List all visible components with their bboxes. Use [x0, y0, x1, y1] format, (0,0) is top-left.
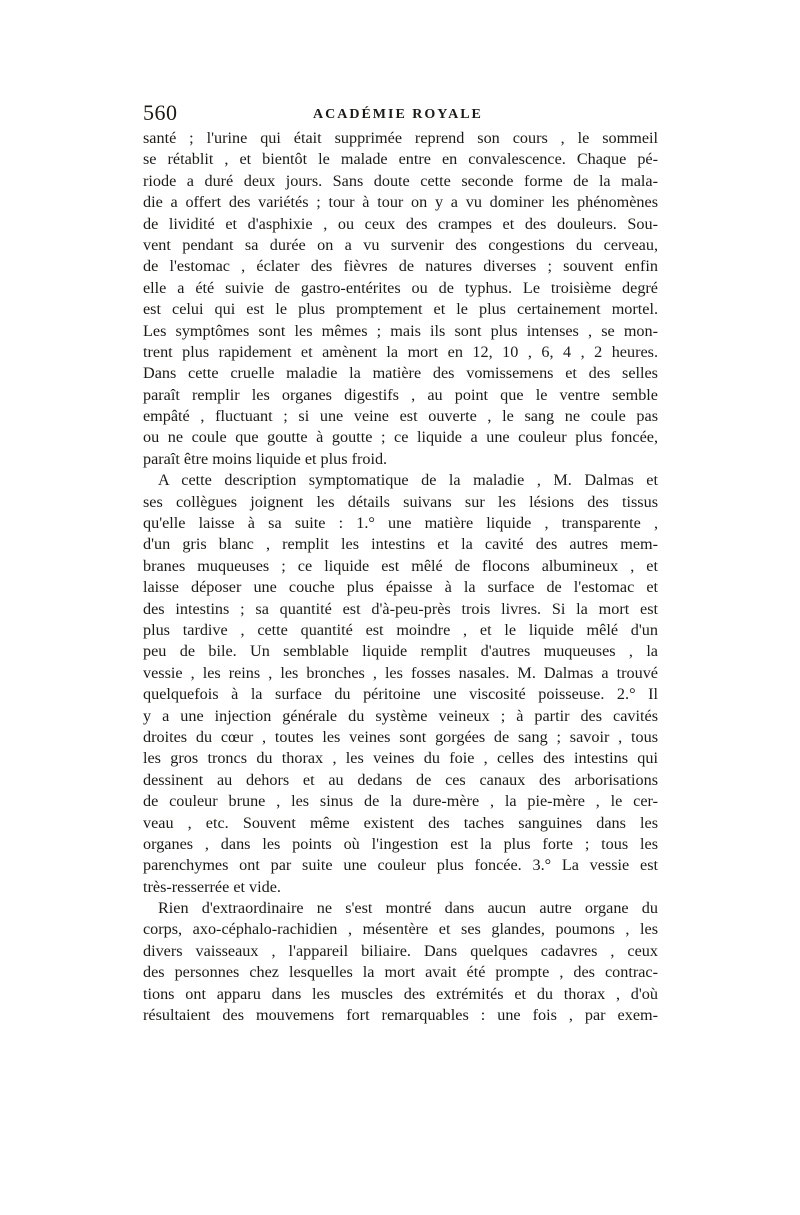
- text-line: des personnes chez lesquelles la mort avait été prompte , des contrac-: [143, 963, 658, 982]
- text-line: des intestins ; sa quantité est d'à-peu-près trois livres. Si la mort est: [143, 599, 658, 618]
- text-line: tions ont apparu dans les muscles des extrémités et du thorax , d'où: [143, 984, 658, 1003]
- text-line: les gros troncs du thorax , les veines du foie , celles des intestins qui: [143, 749, 658, 768]
- text-line: dessinent au dehors et au dedans de ces canaux des arborisations: [143, 770, 658, 789]
- paragraph-end-line: paraît être moins liquide et plus froid.: [143, 449, 388, 468]
- text-line: corps, axo-céphalo-rachidien , mésentère et ses glandes, poumons , les: [143, 920, 658, 939]
- text-line: parenchymes ont par suite une couleur plus foncée. 3.° La vessie est: [143, 856, 658, 875]
- text-line: trent plus rapidement et amènent la mort en 12, 10 , 6, 4 , 2 heures.: [143, 342, 658, 361]
- page-header: [143, 100, 663, 130]
- paragraph-start-line: Rien d'extraordinaire ne s'est montré dans aucun autre organe du: [158, 899, 658, 918]
- text-line: riode a duré deux jours. Sans doute cette seconde forme de la mala-: [143, 171, 658, 190]
- text-line: y a une injection générale du système veineux ; à partir des cavités: [143, 706, 658, 725]
- paragraph-end-line: très-resserrée et vide.: [143, 877, 281, 896]
- text-line: de lividité et d'asphixie , ou ceux des crampes et des douleurs. Sou-: [143, 214, 658, 233]
- text-line: ou ne coule que goutte à goutte ; ce liquide a une couleur plus foncée,: [143, 428, 658, 447]
- text-line: vent pendant sa durée on a vu survenir des congestions du cerveau,: [143, 235, 658, 254]
- text-line: organes , dans les points où l'ingestion est la plus forte ; tous les: [143, 834, 658, 853]
- text-line: est celui qui est le plus promptement et le plus certainement mortel.: [143, 300, 658, 319]
- running-title: ACADÉMIE ROYALE: [313, 107, 483, 122]
- text-line: elle a été suivie de gastro-entérites ou de typhus. Le troisième degré: [143, 278, 658, 297]
- text-line: résultaient des mouvemens fort remarquables : une fois , par exem-: [143, 1006, 658, 1025]
- text-line: Dans cette cruelle maladie la matière des vomissemens et des selles: [143, 364, 658, 383]
- text-line: branes muqueuses ; ce liquide est mêlé de flocons albumineux , et: [143, 556, 658, 575]
- text-line: de l'estomac , éclater des fièvres de natures diverses ; souvent enfin: [143, 257, 658, 276]
- text-line: quelquefois à la surface du péritoine une viscosité poisseuse. 2.° Il: [143, 685, 658, 704]
- text-line: laisse déposer une couche plus épaisse à la surface de l'estomac et: [143, 578, 658, 597]
- body-text: [143, 128, 658, 1026]
- text-line: vessie , les reins , les bronches , les fosses nasales. M. Dalmas a trouvé: [143, 663, 658, 682]
- text-line: paraît remplir les organes digestifs , au point que le ventre semble: [143, 385, 658, 404]
- text-line: de couleur brune , les sinus de la dure-mère , la pie-mère , le cer-: [143, 792, 658, 811]
- text-line: veau , etc. Souvent même existent des taches sanguines dans les: [143, 813, 658, 832]
- text-line: plus tardive , cette quantité est moindre , et le liquide mêlé d'un: [143, 620, 658, 639]
- text-line: empâté , fluctuant ; si une veine est ouverte , le sang ne coule pas: [143, 407, 658, 426]
- paragraph-start-line: A cette description symptomatique de la maladie , M. Dalmas et: [158, 471, 658, 490]
- page-number: 560: [143, 100, 178, 125]
- text-line: die a offert des variétés ; tour à tour on y a vu dominer les phénomènes: [143, 193, 658, 212]
- text-line: d'un gris blanc , remplit les intestins et la cavité des autres mem-: [143, 535, 658, 554]
- text-line: Les symptômes sont les mêmes ; mais ils sont plus intenses , se mon-: [143, 321, 658, 340]
- text-line: qu'elle laisse à sa suite : 1.° une matière liquide , transparente ,: [143, 514, 658, 533]
- text-line: ses collègues joignent les détails suivans sur les lésions des tissus: [143, 492, 658, 511]
- text-line: peu de bile. Un semblable liquide remplit d'autres muqueuses , la: [143, 642, 658, 661]
- text-line: divers vaisseaux , l'appareil biliaire. Dans quelques cadavres , ceux: [143, 941, 658, 960]
- text-line: se rétablit , et bientôt le malade entre en convalescence. Chaque pé-: [143, 150, 658, 169]
- text-line: droites du cœur , toutes les veines sont gorgées de sang ; savoir , tous: [143, 727, 658, 746]
- text-line: santé ; l'urine qui était supprimée reprend son cours , le sommeil: [143, 129, 658, 147]
